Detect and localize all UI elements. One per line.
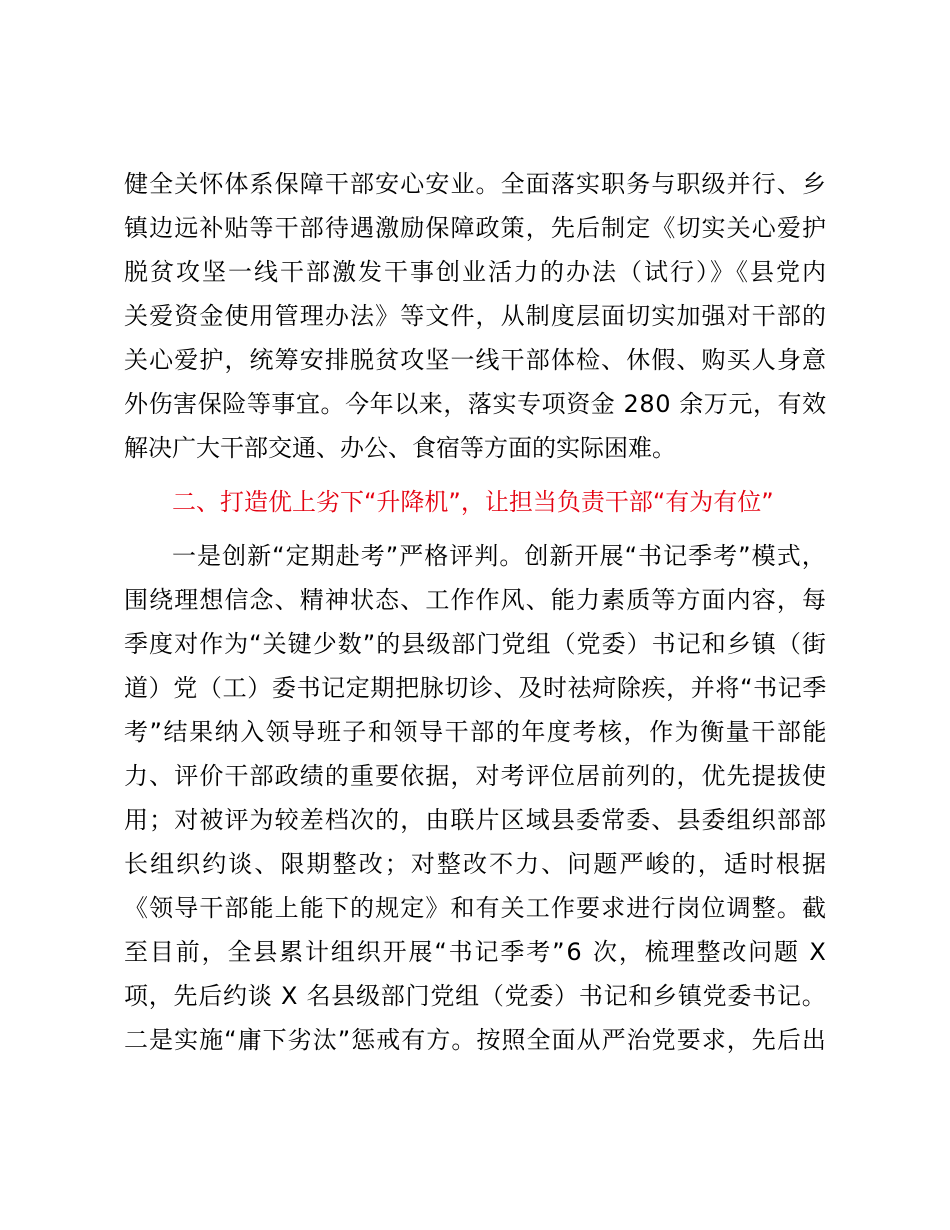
paragraph-1-line-7: 解决广大干部交通、办公、食宿等方面的实际困难。 (124, 434, 676, 462)
paragraph-2-line-6: 力、评价干部政绩的重要依据，对考评位居前列的，优先提拔使 (124, 762, 828, 790)
paragraph-1-line-1: 健全关怀体系保障干部安心安业。全面落实职务与职级并行、乡 (124, 170, 828, 198)
paragraph-2-line-7: 用；对被评为较差档次的，由联片区域县委常委、县委组织部部 (124, 806, 828, 834)
paragraph-2-line-8: 长组织约谈、限期整改；对整改不力、问题严峻的，适时根据 (124, 850, 829, 878)
paragraph-1-line-2: 镇边远补贴等干部待遇激励保障政策，先后制定《切实关心爱护 (124, 214, 828, 242)
paragraph-2-line-12: 二是实施“庸下劣汰”惩戒有方。按照全面从严治党要求，先后出 (124, 1026, 827, 1054)
paragraph-2-line-3: 季度对作为“关键少数”的县级部门党组（党委）书记和乡镇（街 (124, 630, 827, 658)
paragraph-2-line-10: 至目前，全县累计组织开展“书记季考”6 次，梳理整改问题 X (124, 938, 828, 966)
paragraph-2-line-11: 项，先后约谈 X 名县级部门党组（党委）书记和乡镇党委书记。 (124, 982, 827, 1010)
paragraph-2-line-4: 道）党（工）委书记定期把脉切诊、及时祛疴除疾，并将“书记季 (124, 674, 828, 702)
paragraph-2-line-2: 围绕理想信念、精神状态、工作作风、能力素质等方面内容，每 (124, 586, 828, 614)
section-heading: 二、打造优上劣下“升降机”，让担当负责干部“有为有位” (172, 488, 774, 516)
paragraph-2-line-9: 《领导干部能上能下的规定》和有关工作要求进行岗位调整。截 (124, 894, 828, 922)
paragraph-2-line-5: 考”结果纳入领导班子和领导干部的年度考核，作为衡量干部能 (124, 718, 828, 746)
paragraph-2-line-1: 一是创新“定期赴考”严格评判。创新开展“书记季考”模式， (172, 542, 827, 570)
paragraph-1-line-3: 脱贫攻坚一线干部激发干事创业活力的办法（试行）》《县党内 (124, 258, 828, 286)
paragraph-1-line-4: 关爱资金使用管理办法》等文件，从制度层面切实加强对干部的 (124, 302, 828, 330)
paragraph-1-line-5: 关心爱护，统筹安排脱贫攻坚一线干部体检、休假、购买人身意 (124, 346, 828, 374)
paragraph-1-line-6: 外伤害保险等事宜。今年以来，落实专项资金 280 余万元，有效 (124, 390, 827, 418)
